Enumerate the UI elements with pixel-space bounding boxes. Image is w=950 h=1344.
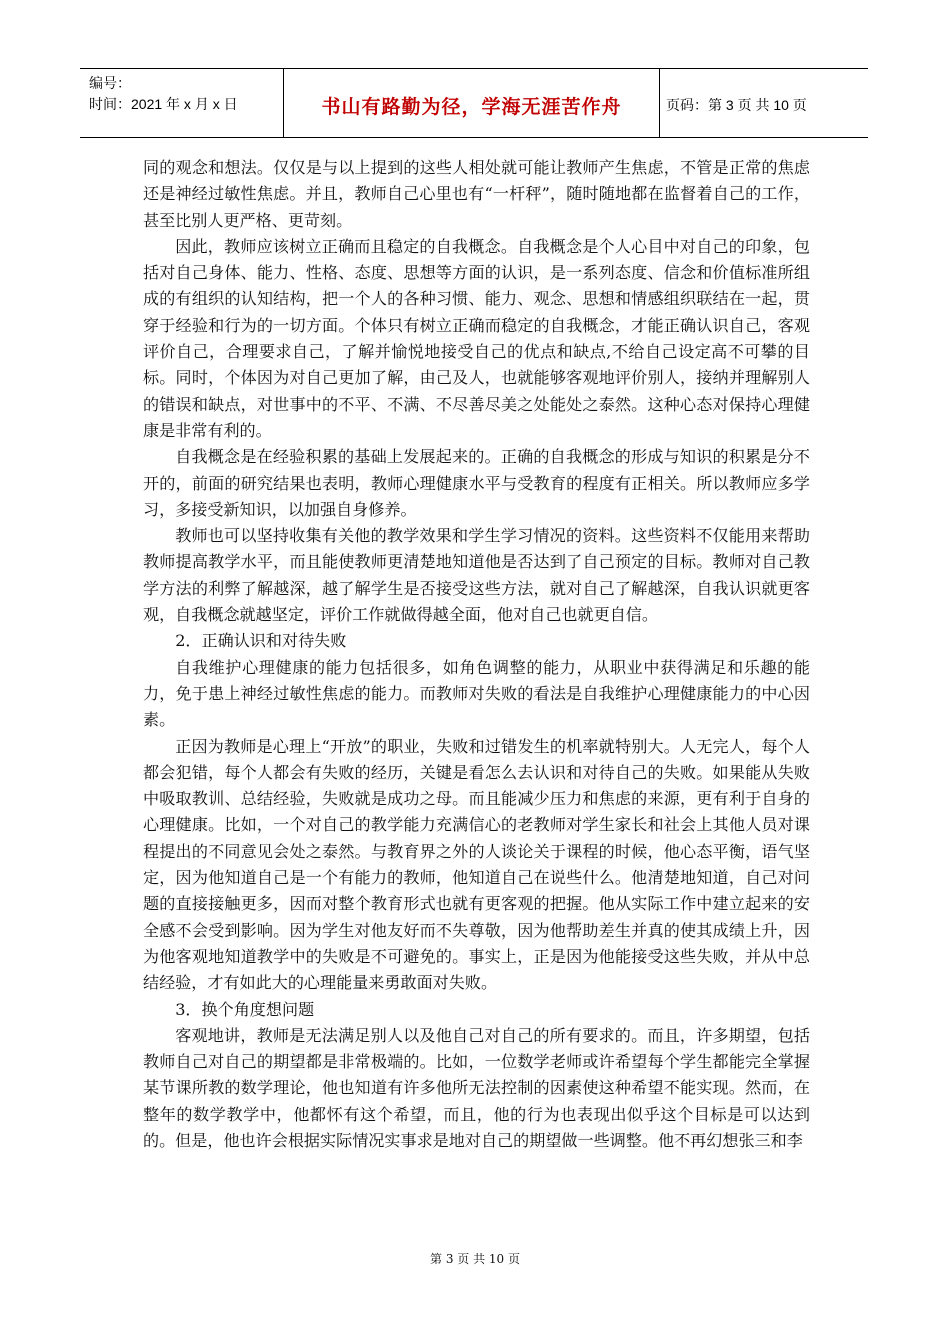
document-date-label: 时间：2021 年 x 月 x 日 — [89, 96, 238, 112]
paragraph: 因此，教师应该树立正确而且稳定的自我概念。自我概念是个人心目中对自己的印象，包括对自己身体、能力、性格、态度、思想等方面的认识，是一系列态度、信念和价值标准所组成的有组织的认知结构，把一个人的各种习惯、能力、观念、思想和情感组织联结在一起，贯穿于经验和行为的一切方面。个体只有树立正确而稳定的自我概念，才能正确认识自己，客观评价自己，合理要求自己，了解并愉悦地接受自己的优点和缺点,不给自己设定高不可攀的目标。同时，个体因为对自己更加了解，由己及人，也就能够客观地评价别人，接纳并理解别人的错误和缺点，对世事中的不平、不满、不尽善尽美之处能处之泰然。这种心态对保持心理健康是非常有利的。 — [143, 236, 810, 440]
header-meta — [80, 69, 283, 137]
document-body — [143, 155, 810, 1154]
paragraph: 正因为教师是心理上“开放”的职业，失败和过错发生的机率就特别大。人无完人，每个人都会犯错，每个人都会有失败的经历，关键是看怎么去认识和对待自己的失败。如果能从失败中吸取教训、总结经验，失败就是成功之母。而且能减少压力和焦虑的来源，更有利于自身的心理健康。比如，一个对自己的教学能力充满信心的老教师对学生家长和社会上其他人员对课程提出的不同意见会处之泰然。与教育界之外的人谈论关于课程的时候，他心态平衡，语气坚定，因为他知道自己是一个有能力的教师，他知道自己在说些什么。他清楚地知道，自己对问题的直接接触更多，因而对整个教育形式也就有更客观的把握。他从实际工作中建立起来的安全感不会受到影响。因为学生对他友好而不失尊敬，因为他帮助差生并真的使其成绩上升，因为他客观地知道教学中的失败是不可避免的。事实上，正是因为他能接受这些失败，并从中总结经验，才有如此大的心理能量来勇敢面对失败。 — [143, 736, 810, 993]
paragraph: 客观地讲，教师是无法满足别人以及他自己对自己的所有要求的。而且，许多期望，包括教师自己对自己的期望都是非常极端的。比如，一位数学老师或许希望每个学生都能完全掌握某节课所教的数学理论，他也知道有许多他所无法控制的因素使这种希望不能实现。然而，在整年的数学教学中，他都怀有这个希望，而且，他的行为也表现出似乎这个目标是可以达到的。但是，他也许会根据实际情况实事求是地对自己的期望做一些调整。他不再幻想张三和李 — [143, 1025, 810, 1150]
section-heading: 3．换个角度想问题 — [175, 999, 315, 1019]
paragraph: 同的观念和想法。仅仅是与以上提到的这些人相处就可能让教师产生焦虑，不管是正常的焦虑还是神经过敏性焦虑。并且，教师自己心里也有“一杆秤”，随时随地都在监督着自己的工作，甚至比别人更严格、更苛刻。 — [143, 158, 810, 230]
header-motto: 书山有路勤为径，学海无涯苦作舟 — [283, 69, 660, 137]
paragraph: 自我概念是在经验积累的基础上发展起来的。正确的自我概念的形成与知识的积累是分不开的，前面的研究结果也表明，教师心理健康水平与受教育的程度有正相关。所以教师应多学习，多接受新知识，以加强自身修养。 — [143, 447, 810, 519]
header-page-number: 页码：第 3 页 共 10 页 — [666, 97, 807, 113]
paragraph: 教师也可以坚持收集有关他的教学效果和学生学习情况的资料。这些资料不仅能用来帮助教师提高教学水平，而且能使教师更清楚地知道他是否达到了自己预定的目标。教师对自己教学方法的利弊了解越深，越了解学生是否接受这些方法，就对自己了解越深，自我认识就更客观，自我概念就越坚定，评价工作就做得越全面，他对自己也就更自信。 — [143, 526, 810, 625]
document-number-label: 编号： — [89, 75, 131, 91]
paragraph: 自我维护心理健康的能力包括很多，如角色调整的能力，从职业中获得满足和乐趣的能力，免于患上神经过敏性焦虑的能力。而教师对失败的看法是自我维护心理健康能力的中心因素。 — [143, 657, 810, 730]
header-table — [80, 68, 868, 138]
section-heading: 2．正确认识和对待失败 — [175, 631, 347, 651]
page-footer: 第 3 页 共 10 页 — [430, 1252, 520, 1266]
